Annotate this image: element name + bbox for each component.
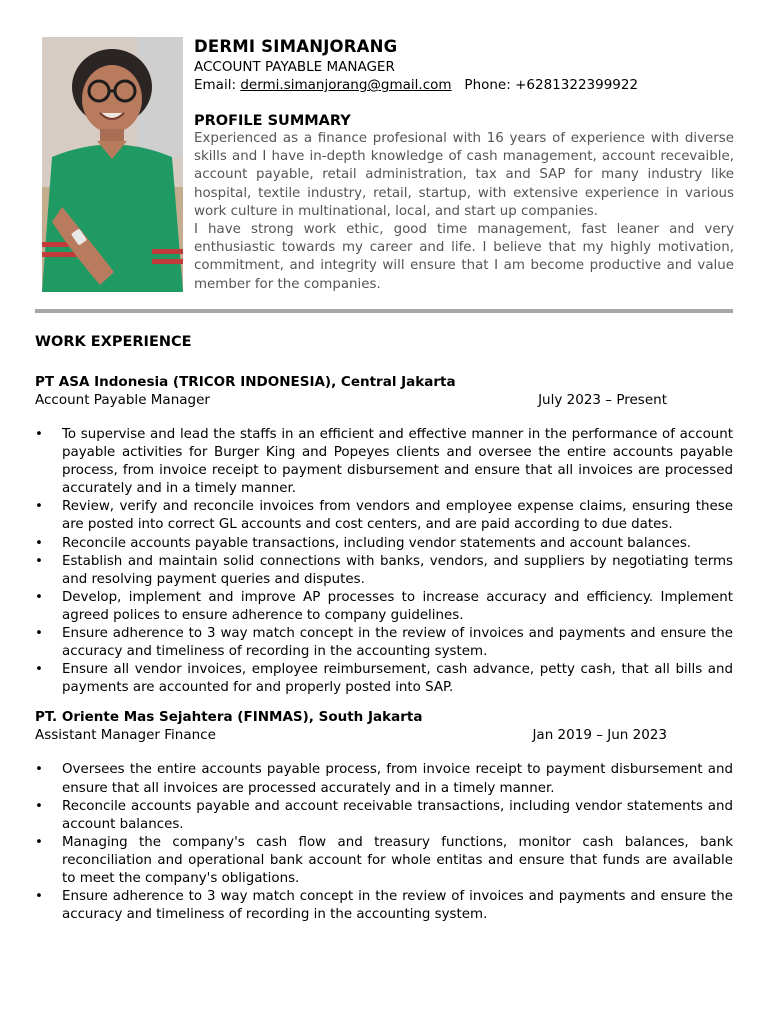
list-item xyxy=(35,589,733,625)
job-entry xyxy=(35,373,733,697)
company-name: PT. Oriente Mas Sejahtera (FINMAS), South Jakarta xyxy=(35,709,423,726)
profile-photo xyxy=(42,37,183,292)
phone-number: +6281322399922 xyxy=(515,77,639,93)
duty-text: Reconcile accounts payable and account receivable transactions, including vendor statements and account balances. xyxy=(62,798,733,832)
contact-line xyxy=(194,76,734,94)
list-item xyxy=(35,798,733,834)
bullet-icon: • xyxy=(35,662,43,678)
email-label: Email: xyxy=(194,77,237,93)
bullet-icon: • xyxy=(35,834,43,850)
job-role: Account Payable Manager xyxy=(35,392,210,408)
list-item xyxy=(35,834,733,888)
bullet-icon: • xyxy=(35,626,43,642)
list-item xyxy=(35,498,733,534)
company-name: PT ASA Indonesia (TRICOR INDONESIA), Central Jakarta xyxy=(35,374,456,390)
candidate-name: DERMI SIMANJORANG xyxy=(194,37,398,56)
bullet-icon: • xyxy=(35,427,43,442)
duty-text: Develop, implement and improve AP processes to increase accuracy and efficiency. Implement agreed polices to ensure adherence to company guidelines. xyxy=(62,589,733,623)
job-role-row xyxy=(35,726,733,744)
job-dates: Jan 2019 – Jun 2023 xyxy=(532,727,667,744)
duties-list xyxy=(35,426,733,697)
list-item xyxy=(35,625,733,661)
bullet-icon: • xyxy=(35,499,43,515)
duties-list xyxy=(35,761,733,924)
job-role-row xyxy=(35,391,733,409)
email-link[interactable]: dermi.simanjorang@gmail.com xyxy=(240,77,452,93)
candidate-title: ACCOUNT PAYABLE MANAGER xyxy=(194,59,395,75)
duty-text: Ensure all vendor invoices, employee reimbursement, cash advance, petty cash, that all bills and payments are accounted for and properly posted into SAP. xyxy=(62,662,733,696)
list-item xyxy=(35,888,733,924)
phone-label: Phone: xyxy=(464,77,511,93)
job-role: Assistant Manager Finance xyxy=(35,727,216,744)
section-divider xyxy=(35,309,733,313)
duty-text: Establish and maintain solid connections with banks, vendors, and suppliers by negotiating terms and resolving payment queries and disputes. xyxy=(62,553,733,587)
list-item xyxy=(35,761,733,797)
bullet-icon: • xyxy=(35,589,43,605)
duty-text: Ensure adherence to 3 way match concept in the review of invoices and payments and ensure the accuracy and timeliness of recording in the accounting system. xyxy=(62,889,733,923)
resume-header xyxy=(194,37,734,294)
profile-summary-text: Experienced as a finance profesional with 16 years of experience with diverse skills and I have in-depth knowledge of cash management, account recevaible, account payable, retail administration, tax and SAP for many industry like hospital, textile industry, retail, startup, with extensive experience in various work culture in multinational, local, and start up companies. I have strong work ethic, good time management, fast leaner and very enthusiastic towards my career and life. I believe that my highly motivation, commitment, and integrity will ensure that I am become productive and value member for the companies. xyxy=(194,131,734,292)
list-item xyxy=(35,553,733,589)
work-experience-heading: WORK EXPERIENCE xyxy=(35,334,192,350)
profile-summary-heading: PROFILE SUMMARY xyxy=(194,113,351,129)
list-item xyxy=(35,426,733,498)
duty-text: Oversees the entire accounts payable process, from invoice receipt to payment disbursement and ensure that all invoices are processed accurately and in a timely manner. xyxy=(62,762,733,796)
duty-text: To supervise and lead the staffs in an efficient and effective manner in the performance of account payable activities for Burger King and Popeyes clients and oversee the entire accounts payable process, from invoice receipt to payment disbursement and ensure that all invoices are processed accurately and in a timely manner. xyxy=(62,427,733,497)
profile-photo-illustration xyxy=(42,37,183,292)
duty-text: Managing the company's cash flow and treasury functions, monitor cash balances, bank reconciliation and operational bank account for whole entitas and ensure that funds are available to meet the company's obligations. xyxy=(62,834,733,886)
bullet-icon: • xyxy=(35,889,43,905)
duty-text: Review, verify and reconcile invoices from vendors and employee expense claims, ensuring these are posted into correct GL accounts and cost centers, and are paid according to due dates. xyxy=(62,499,733,533)
list-item xyxy=(35,661,733,697)
bullet-icon: • xyxy=(35,535,43,551)
bullet-icon: • xyxy=(35,798,43,814)
job-dates: July 2023 – Present xyxy=(538,392,667,408)
work-experience-section xyxy=(35,333,733,924)
list-item xyxy=(35,535,733,553)
bullet-icon: • xyxy=(35,553,43,569)
duty-text: Reconcile accounts payable transactions, including vendor statements and account balances. xyxy=(62,535,692,551)
job-entry xyxy=(35,708,733,924)
duty-text: Ensure adherence to 3 way match concept in the review of invoices and payments and ensure the accuracy and timeliness of recording in the accounting system. xyxy=(62,626,733,660)
bullet-icon: • xyxy=(35,762,43,778)
